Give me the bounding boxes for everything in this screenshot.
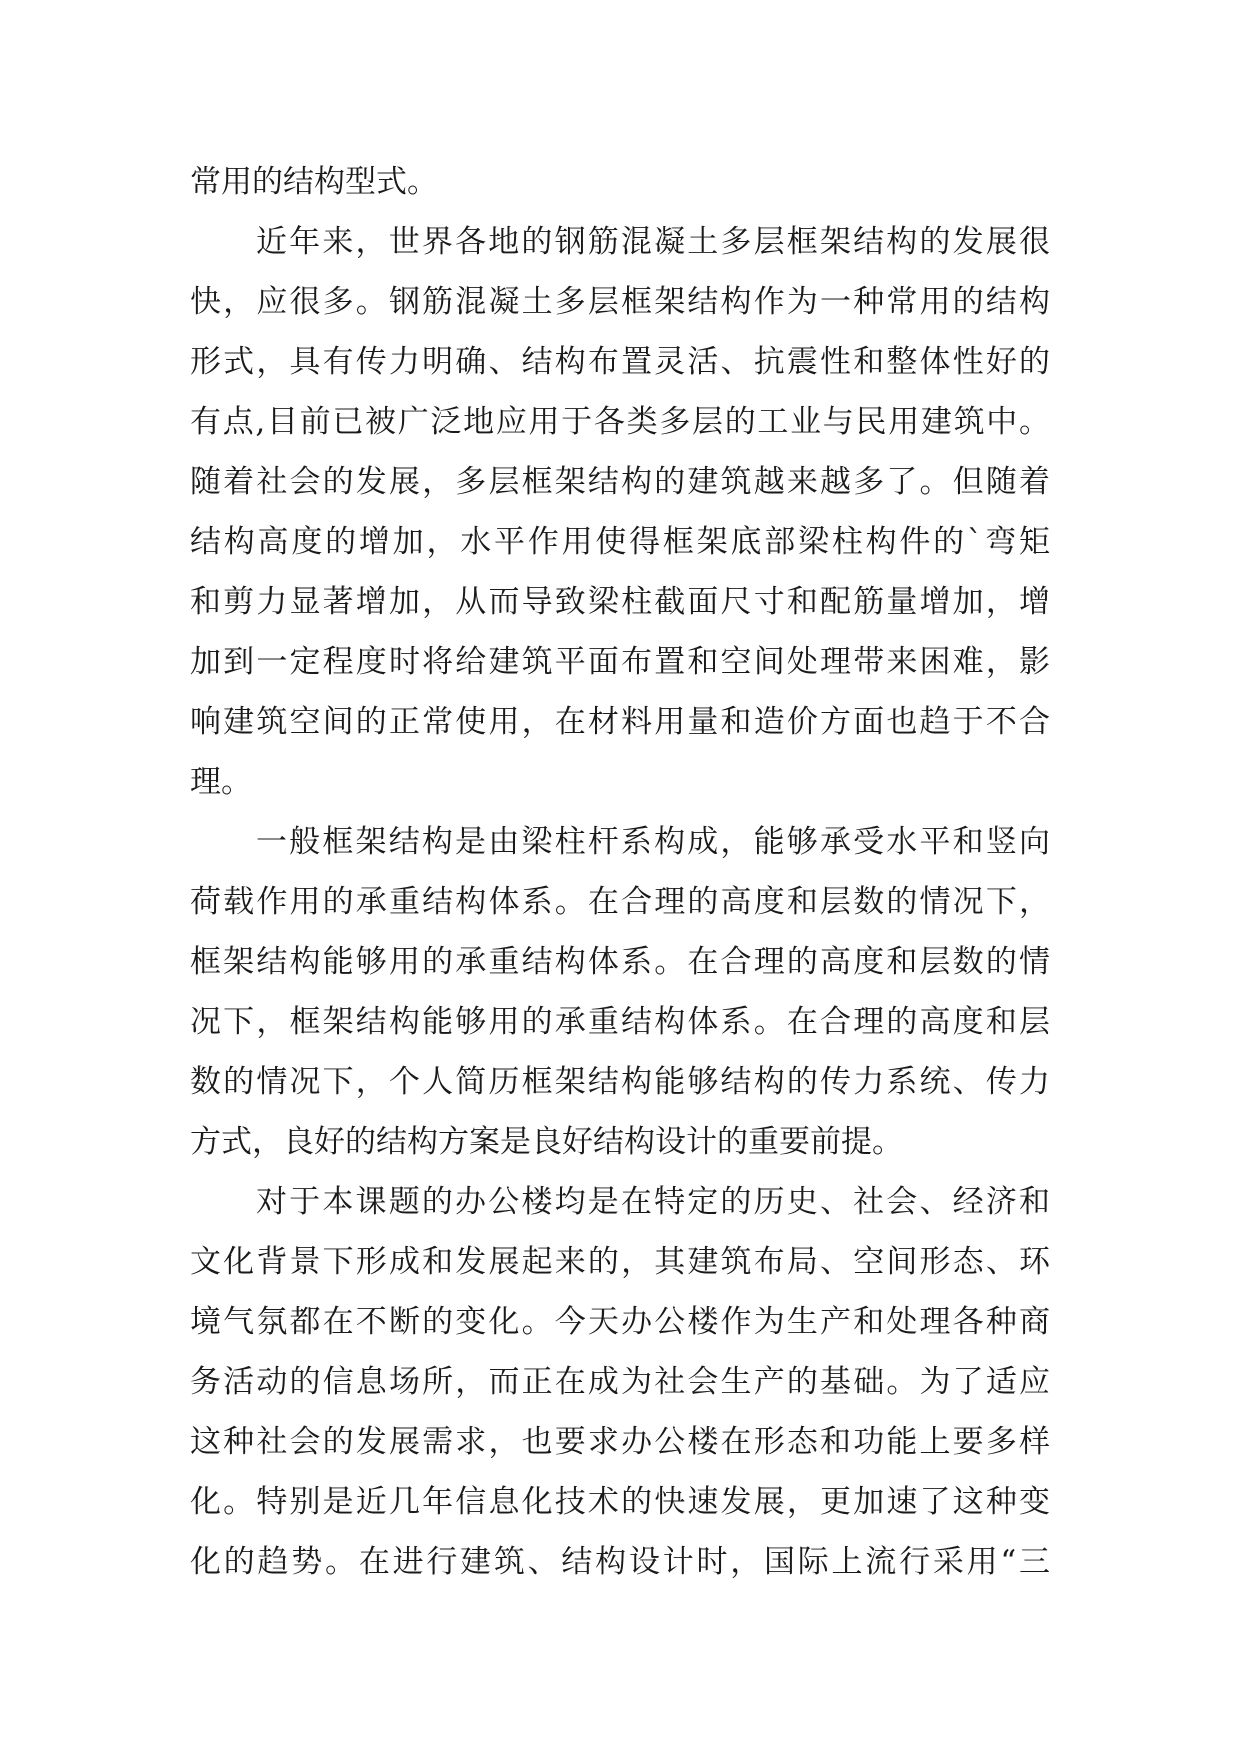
text-line: 和剪力显著增加，从而导致梁柱截面尺寸和配筋量增加，增 [190, 584, 1050, 620]
text-line: 有点,目前已被广泛地应用于各类多层的工业与民用建筑中。 [190, 404, 1050, 440]
paragraph-1 [190, 152, 1050, 212]
document-body [190, 152, 1050, 1592]
text-line: 对于本课题的办公楼均是在特定的历史、社会、经济和 [256, 1184, 1050, 1220]
text-line: 响建筑空间的正常使用，在材料用量和造价方面也趋于不合 [190, 704, 1050, 740]
text-line: 框架结构能够用的承重结构体系。在合理的高度和层数的情 [190, 944, 1050, 980]
text-line: 荷载作用的承重结构体系。在合理的高度和层数的情况下， [190, 884, 1050, 920]
text-line: 近年来，世界各地的钢筋混凝土多层框架结构的发展很 [256, 224, 1050, 260]
text-line: 形式，具有传力明确、结构布置灵活、抗震性和整体性好的 [190, 344, 1050, 380]
paragraph-4 [190, 1172, 1050, 1592]
text-line: 一般框架结构是由梁柱杆系构成，能够承受水平和竖向 [256, 824, 1050, 860]
text-line: 随着社会的发展，多层框架结构的建筑越来越多了。但随着 [190, 464, 1050, 500]
text-line: 化。特别是近几年信息化技术的快速发展，更加速了这种变 [190, 1484, 1050, 1520]
text-line: 况下，框架结构能够用的承重结构体系。在合理的高度和层 [190, 1004, 1050, 1040]
text-line: 常用的结构型式。 [190, 164, 438, 200]
text-line: 境气氛都在不断的变化。今天办公楼作为生产和处理各种商 [190, 1304, 1050, 1340]
text-line: 数的情况下，个人简历框架结构能够结构的传力系统、传力 [190, 1064, 1050, 1100]
text-line: 方式，良好的结构方案是良好结构设计的重要前提。 [190, 1124, 903, 1160]
paragraph-3 [190, 812, 1050, 1172]
text-line: 加到一定程度时将给建筑平面布置和空间处理带来困难，影 [190, 644, 1050, 680]
text-line: 这种社会的发展需求，也要求办公楼在形态和功能上要多样 [190, 1424, 1050, 1460]
text-line: 务活动的信息场所，而正在成为社会生产的基础。为了适应 [190, 1364, 1050, 1400]
paragraph-2 [190, 212, 1050, 812]
text-line: 快，应很多。钢筋混凝土多层框架结构作为一种常用的结构 [190, 284, 1050, 320]
text-line: 结构高度的增加，水平作用使得框架底部梁柱构件的`弯矩 [190, 524, 1050, 560]
text-line: 化的趋势。在进行建筑、结构设计时，国际上流行采用“三 [190, 1544, 1050, 1580]
text-line: 理。 [190, 764, 252, 800]
text-line: 文化背景下形成和发展起来的，其建筑布局、空间形态、环 [190, 1244, 1050, 1280]
